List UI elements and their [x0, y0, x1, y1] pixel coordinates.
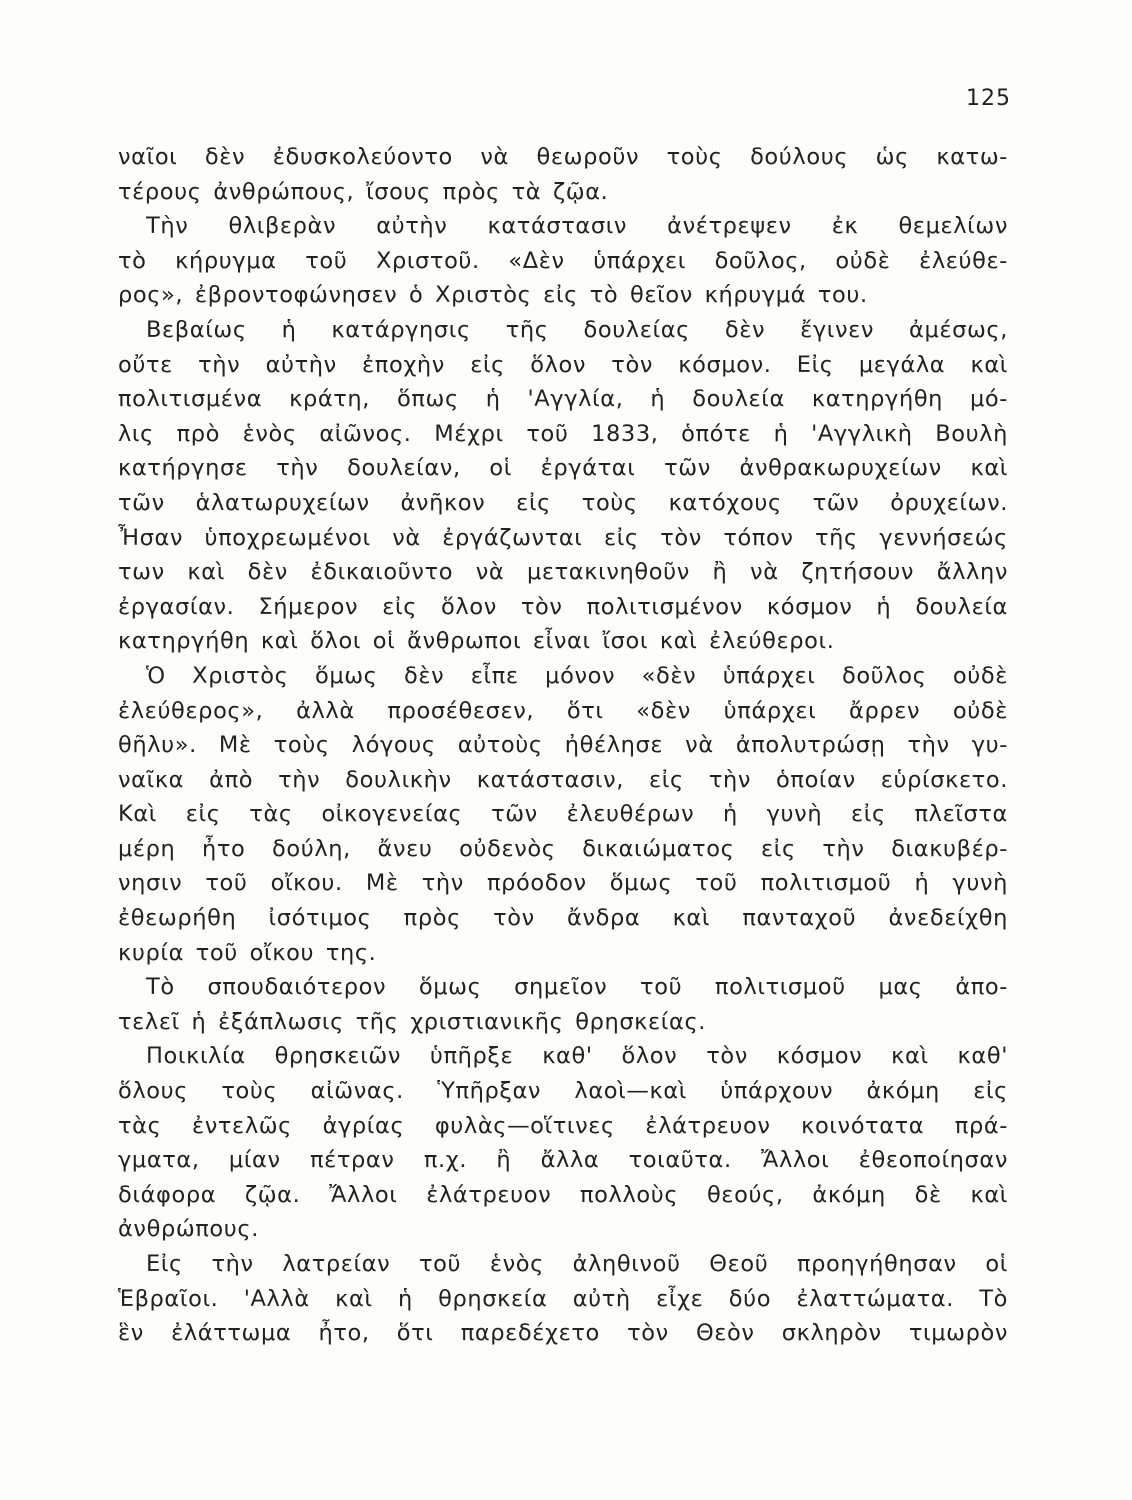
text-line: ἐλεύθερος», ἀλλὰ προσέθεσεν, ὅτι «δὲν ὑπάρχει ἄρρεν οὐδὲ [118, 697, 1008, 724]
text-line: ἐργασίαν. Σήμερον εἰς ὅλον τὸν πολιτισμένον κόσμον ἡ δουλεία [118, 593, 1008, 620]
text-line: Τὴν θλιβερὰν αὐτὴν κατάστασιν ἀνέτρεψεν ἐκ θεμελίων [146, 213, 1008, 240]
text-line: μέρη ἦτο δούλη, ἄνευ οὐδενὸς δικαιώματος εἰς τὴν διακυβέρ- [118, 835, 1008, 862]
text-line: διάφορα ζῷα. Ἄλλοι ἐλάτρευον πολλοὺς θεούς, ἀκόμη δὲ καὶ [118, 1181, 1008, 1208]
text-line: ρος», ἐβροντοφώνησεν ὁ Χριστὸς εἰς τὸ θεῖον κήρυγμά του. [118, 282, 868, 309]
text-line: ἐθεωρήθη ἰσότιμος πρὸς τὸν ἄνδρα καὶ πανταχοῦ ἀνεδείχθη [118, 905, 1008, 932]
text-line: Ὁ Χριστὸς ὅμως δὲν εἶπε μόνον «δὲν ὑπάρχει δοῦλος οὐδὲ [146, 662, 1008, 689]
text-line: Ποικιλία θρησκειῶν ὑπῆρξε καθ' ὅλον τὸν κόσμον καὶ καθ' [146, 1043, 1008, 1070]
text-line: Ἦσαν ὑποχρεωμένοι νὰ ἐργάζωνται εἰς τὸν τόπον τῆς γεννήσεώς [118, 524, 1008, 551]
text-line: θῆλυ». Μὲ τοὺς λόγους αὐτοὺς ἠθέλησε νὰ ἀπολυτρώσῃ τὴν γυ- [118, 732, 1008, 759]
body-text [118, 140, 1008, 1351]
text-line: τῶν ἁλατωρυχείων ἀνῆκον εἰς τοὺς κατόχους τῶν ὀρυχείων. [118, 489, 1008, 516]
text-line: λις πρὸ ἑνὸς αἰῶνος. Μέχρι τοῦ 1833, ὁπότε ἡ 'Αγγλικὴ Βουλὴ [118, 420, 1008, 447]
text-line: γματα, μίαν πέτραν π.χ. ἢ ἄλλα τοιαῦτα. Ἄλλοι ἐθεοποίησαν [118, 1147, 1008, 1174]
text-line: Ἑβραῖοι. 'Αλλὰ καὶ ἡ θρησκεία αὐτὴ εἶχε δύο ἐλαττώματα. Τὸ [118, 1285, 1008, 1312]
text-line: τέρους ἀνθρώπους, ἴσους πρὸς τὰ ζῷα. [118, 178, 609, 205]
text-line: των καὶ δὲν ἐδικαιοῦντο νὰ μετακινηθοῦν ἢ νὰ ζητήσουν ἄλλην [118, 559, 1008, 586]
page-number: 125 [966, 86, 1011, 111]
text-line: νησιν τοῦ οἴκου. Μὲ τὴν πρόοδον ὅμως τοῦ πολιτισμοῦ ἡ γυνὴ [118, 870, 1008, 897]
text-line: κατήργησε τὴν δουλείαν, οἱ ἐργάται τῶν ἀνθρακωρυχείων καὶ [118, 455, 1008, 482]
text-line: ναῖκα ἀπὸ τὴν δουλικὴν κατάστασιν, εἰς τὴν ὁποίαν εὑρίσκετο. [118, 766, 1008, 793]
text-line: Εἰς τὴν λατρείαν τοῦ ἑνὸς ἀληθινοῦ Θεοῦ προηγήθησαν οἱ [146, 1251, 1008, 1277]
text-line: ἀνθρώπους. [118, 1216, 259, 1243]
text-line: Καὶ εἰς τὰς οἰκογενείας τῶν ἐλευθέρων ἡ γυνὴ εἰς πλεῖστα [118, 801, 1008, 828]
text-line: τὰς ἐντελῶς ἀγρίας φυλὰς—οἵτινες ἐλάτρευον κοινότατα πρά- [118, 1112, 1008, 1139]
text-line: ναῖοι δὲν ἐδυσκολεύοντο νὰ θεωροῦν τοὺς δούλους ὡς κατω- [118, 144, 1008, 170]
text-line: ἓν ἐλάττωμα ἦτο, ὅτι παρεδέχετο τὸν Θεὸν σκληρὸν τιμωρὸν [118, 1320, 1008, 1347]
text-line: οὔτε τὴν αὐτὴν ἐποχὴν εἰς ὅλον τὸν κόσμον. Εἰς μεγάλα καὶ [118, 351, 1008, 378]
text-line: κατηργήθη καὶ ὅλοι οἱ ἄνθρωποι εἶναι ἴσοι καὶ ἐλεύθεροι. [118, 628, 835, 655]
text-line: Βεβαίως ἡ κατάργησις τῆς δουλείας δὲν ἔγινεν ἀμέσως, [146, 316, 1008, 343]
text-line: ὅλους τοὺς αἰῶνας. Ὑπῆρξαν λαοὶ—καὶ ὑπάρχουν ἀκόμη εἰς [118, 1078, 1008, 1105]
text-line: τελεῖ ἡ ἐξάπλωσις τῆς χριστιανικῆς θρησκείας. [118, 1008, 706, 1035]
text-line: κυρία τοῦ οἴκου της. [118, 939, 377, 966]
text-line: Τὸ σπουδαιότερον ὅμως σημεῖον τοῦ πολιτισμοῦ μας ἀπο- [146, 974, 1008, 1001]
text-line: τὸ κήρυγμα τοῦ Χριστοῦ. «Δὲν ὑπάρχει δοῦλος, οὐδὲ ἐλεύθε- [118, 247, 1008, 274]
text-line: πολιτισμένα κράτη, ὅπως ἡ 'Αγγλία, ἡ δουλεία κατηργήθη μό- [118, 386, 1008, 413]
